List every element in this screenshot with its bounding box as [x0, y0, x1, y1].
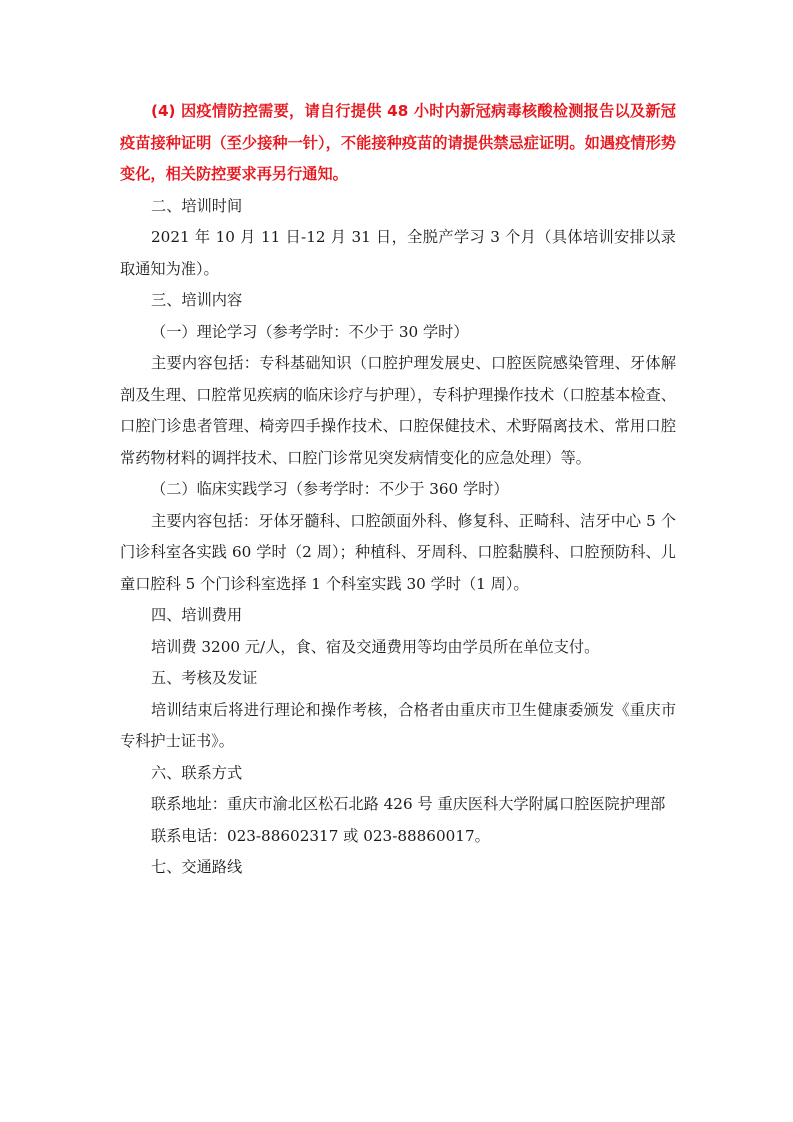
section-heading-fee: 四、培训费用 [151, 606, 243, 624]
contact-phone: 联系电话：023-88602317 或 023-88860017。 [151, 826, 490, 845]
section-heading-time: 二、培训时间 [151, 196, 243, 215]
subsection-text-clinical: 主要内容包括：牙体牙髓科、口腔颌面外科、修复科、正畸科、洁牙中心 5 个门诊科室各实践 60 学时（2 周）；种植科、牙周科、口腔黏膜科、口腔预防科、儿童口腔科 5 个门诊科室选择 1 个科室实践 30 学时（1 周）。 [120, 511, 676, 593]
section-heading-content: 三、培训内容 [151, 291, 243, 309]
epidemic-notice: (4) 因疫情防控需要，请自行提供 48 小时内新冠病毒核酸检测报告以及新冠疫苗接种证明（至少接种一针），不能接种疫苗的请提供禁忌症证明。如遇疫情形势变化，相关防控要求再另行通知。 [120, 102, 676, 183]
section-text-exam: 培训结束后将进行理论和操作考核，合格者由重庆市卫生健康委颁发《重庆市专科护士证书》。 [120, 700, 676, 750]
subsection-heading-theory: （一）理论学习（参考学时：不少于 30 学时） [151, 322, 469, 341]
subsection-text-theory: 主要内容包括：专科基础知识（口腔护理发展史、口腔医院感染管理、牙体解剖及生理、口腔常见疾病的临床诊疗与护理），专科护理操作技术（口腔基本检查、口腔门诊患者管理、椅旁四手操作技术、口腔保健技术、术野隔离技术、常用口腔常药物材料的调拌技术、口腔门诊常见突发病情变化的应急处理）等。 [120, 354, 676, 467]
document-body [120, 96, 676, 884]
section-heading-route: 七、交通路线 [151, 858, 243, 876]
subsection-heading-clinical: （二）临床实践学习（参考学时：不少于 360 学时） [151, 480, 509, 498]
section-text-fee: 培训费 3200 元/人，食、宿及交通费用等均由学员所在单位支付。 [151, 637, 600, 656]
section-text-time: 2021 年 10 月 11 日-12 月 31 日，全脱产学习 3 个月（具体培训安排以录取通知为准）。 [120, 228, 676, 278]
contact-address: 联系地址：重庆市渝北区松石北路 426 号 重庆医科大学附属口腔医院护理部 [151, 795, 666, 813]
section-heading-exam: 五、考核及发证 [151, 669, 258, 687]
section-heading-contact: 六、联系方式 [151, 763, 243, 782]
